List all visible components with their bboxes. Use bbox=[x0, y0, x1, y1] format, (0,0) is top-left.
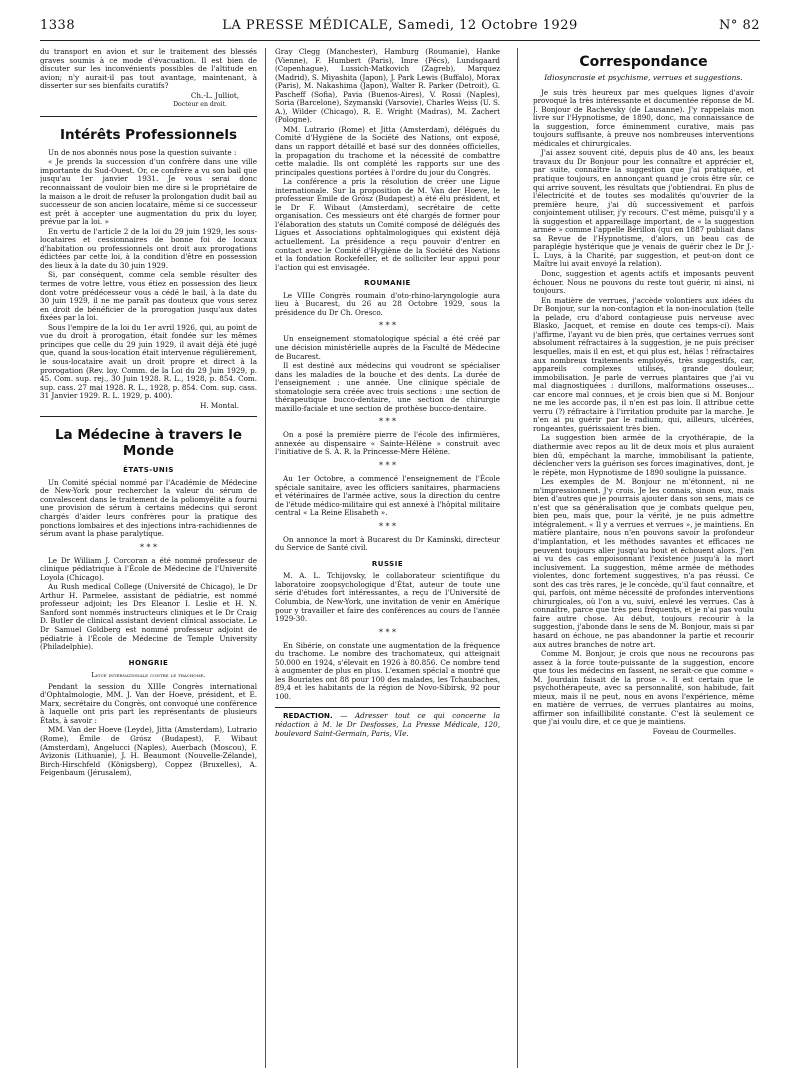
page-number: 1338 bbox=[40, 18, 76, 33]
paragraph: MM. Lutrario (Rome) et Jitta (Amsterdam), délégués du Comité d'Hygiène de la Société des Nations, ont exposé, dans un rapport détaillé et basé sur des données officielles, la propagation du trachome et la nécessité de combattre cette maladie. Ils ont complété les rapports sur une des principales questions portées à l'ordre du jour du Congrès. bbox=[275, 124, 500, 177]
paragraph: En Sibérie, on constate une augmentation de la fréquence du trachome. Le nombre des trachomateux, qui atteignait 50.000 en 1924, s'élevait en 1926 à 80.856. Ce nombre tend à augmenter de plus en plus. L'examen spécial a montré que les Bouriates ont 88 pour 100 des malades, les Tchaubaches, 89,4 et les habitants de la région de Novo-Sibirsk, 92 pour 100. bbox=[275, 640, 500, 701]
asterism: * * * bbox=[139, 542, 158, 552]
section-heading-correspondance: Correspondance bbox=[579, 54, 708, 70]
country-heading-hongrie: HONGRIE bbox=[128, 658, 169, 667]
paragraph: On a posé la première pierre de l'école des infirmières, annexée au dispensaire « Sainte-Hélène » construit avec l'initiative de S. A. R. la Princesse-Mère Hélène. bbox=[275, 430, 500, 457]
country-heading-russie: RUSSIE bbox=[371, 559, 404, 568]
paragraph: Il est destiné aux médecins qui voudront se spécialiser dans les maladies de la bouche et des dents. La durée de l'enseignement : une année. Une clinique spéciale de stomatologie sera créée avec trois sections : une section de thérapeutique bucco-dentaire, une section de chirurgie maxillo-faciale et une section de prothèse bucco-dentaire. bbox=[275, 361, 500, 413]
journal-title: LA PRESSE MÉDICALE, Samedi, 12 Octobre 1929 bbox=[222, 18, 578, 33]
paragraph: En matière de verrues, j'accède volontiers aux idées du Dr Bonjour, sur la non-contagion et la non-inoculation (telle la pelade, cru d'abord contagieuse puis nerveuse avec Blasko, Jacquet, et remise en doute ces temps-ci). Mais j'affirme, l'ayant vu de bien près, que certaines verrues sont absolument réfractaires à la suggestion, je ne puis préciser lesquelles, mais il en est, et qui plus est, hélas ! réfractaires aux nombreux traitements employés, très suggestifs, car, appareils complexes utilisés, grande douleur, immobilisation. Je parle de verrues plantaires que j'ai vu mal diagnostiquées : durillons, malformations osseuses... car encore mal connues, et je crois bien que si M. Bonjour ne me les accorde pas, il n'en est pas loin. Il attribue cette verru (?) réfractaire à l'irritation produite par la marche. Je n'en ai pu guérir par le radium, qui, ailleurs, ulcérées, rongeantes, guérissaient très bien. bbox=[533, 295, 754, 433]
column-middle bbox=[275, 48, 500, 1068]
author-title: Docteur en droit. bbox=[173, 101, 227, 109]
paragraph: Un Comité spécial nommé par l'Académie de Médecine de New-York pour rechercher la valeur du sérum de convalescent dans le traitement de la poliomyélite a fourni une provision de sérum à certains médecins qui seront chargés d'aider leurs confrères pour la pratique des ponctions lombaires et des injections intra-rachidiennes de sérum avant la phase paralytique. bbox=[40, 477, 257, 539]
paragraph: Le Dr William J. Corcoran a été nommé professeur de clinique pédiatrique à l'École de Médecine de l'Université Loyola (Chicago). bbox=[40, 555, 257, 582]
author-signature: Foveau de Courmelles. bbox=[652, 727, 736, 737]
asterism: * * * bbox=[378, 521, 397, 531]
asterism: * * * bbox=[378, 417, 397, 427]
redaction-label: REDACTION. bbox=[283, 711, 333, 721]
header-rule bbox=[40, 40, 760, 41]
country-heading-etats-unis: ÉTATS-UNIS bbox=[123, 466, 174, 475]
paragraph: On annonce la mort à Bucarest du Dr Kaminski, directeur du Service de Santé civil. bbox=[275, 534, 500, 553]
intro-paragraph: du transport en avion et sur le traitement des blessés graves soumis à ce mode d'évacuation. Il est bien de discuter sur les inconvénients possibles de l'altitude en avion; n'y aurait-il pas tout avantage, maintenant, à disserter sur ses bienfaits curatifs? bbox=[40, 48, 257, 91]
article-subtitle: Idiosyncrasie et psychisme, verrues et suggestions. bbox=[544, 72, 743, 82]
section-heading-monde: La Médecine à travers le Monde bbox=[54, 427, 243, 460]
section-heading-interets: Intérêts Professionnels bbox=[59, 126, 238, 143]
author-signature: Ch.-L. Julliot, bbox=[190, 90, 239, 100]
paragraph: « Je prends la succession d'un confrère dans une ville importante du Sud-Ouest. Or, ce confrère a vu son bail que jusqu'au 1er janvier 1931. Je vous serai donc reconnaissant de vouloir bien me dire si le propriétaire de la maison a le droit de refuser la prolongation dudit bail au successeur de son ancien locataire, même si ce successeur est prêt à accepter une augmentation du prix du loyer, prévue par la loi. » bbox=[40, 157, 257, 227]
paragraph: Les exemples de M. Bonjour ne m'étonnent, ni ne m'impressionnent. J'y crois. Je les connais, sinon eux, mais bien d'autres que je pourrais ajouter dans son sens, mais ce n'est que sa généralisation que je combats quelque peu, bien peu, mais que, pour la vérité, je ne puis admettre intégralement. « Il y a verrues et verrues », je maintiens. En matière plantaire, nous n'en pouvons savoir la profondeur d'implantation, et les méthodes savantes et efficaces ne peuvent toujours aller jusqu'au bout et échouent alors. J'en ai vu des cas empoisonnant l'existence jusqu'à la mort inclusivement. La suggestion, même armée de méthodes violentes, donc fortement suggestives, n'a pas réussi. Ce sont des cas très rares, je le concède, qu'il faut connaître, et qui, parfois, ont même nécessité de profondes interventions chirurgicales, où l'on a vu, suivi, enlevé les verrues. Cas à connaître, parce que très peu fréquents, et je n'ai pas voulu faire autre chose. Au début, toujours recourir à la suggestion, j'abonde dans le sens de M. Bonjour, mais si par hasard on échoue, ne pas abandonner la partie et recourir aux autres branches de notre art. bbox=[533, 477, 754, 649]
asterism: * * * bbox=[378, 627, 397, 637]
redaction-notice bbox=[275, 712, 500, 738]
paragraph: Le VIIIe Congrès roumain d'oto-rhino-laryngologie aura lieu à Bucarest, du 26 au 28 Octobre 1929, sous la présidence du Dr Ch. Oresco. bbox=[275, 290, 500, 317]
column-divider bbox=[265, 48, 266, 1068]
paragraph: M. A. L. Tchijovsky, le collaborateur scientifique du laboratoire zoopsychologique d'État, auteur de toute une série d'études fort intéressantes, a reçu de l'Université de Columbia, de New-York, une invitation de venir en Amérique pour y travailler et faire des conférences au cours de l'année 1929-30. bbox=[275, 571, 500, 624]
paragraph: Donc, suggestion et agents actifs et imposants peuvent échouer. Nous ne pouvons du reste tout guérir, ni ainsi, ni toujours. bbox=[533, 269, 754, 296]
paragraph: J'ai assez souvent cité, depuis plus de 40 ans, les beaux travaux du Dr Bonjour pour les connaître et apprécier et, par suite, connaître la suggestion que j'ai pratiquée, et pratique toujours, en annonçant quand je crois être sûr, ce qui arrive souvent, les résultats que j'obtiendrai. En plus de l'électricité et de toutes ses modalités qu'ouvrier de la première heure, j'ai dû successivement et parfois conjointement utiliser, j'y recours. C'est même, puisqu'il y a là suggestion et appareillage important, de « la suggestion armée » comme l'appelle Bérillon (qui en 1887 publiait dans sa Revue de l'Hypnotisme, d'alors, un beau cas de paraplégie hystérique que je venais de guérir chez le Dr J.-L. Luys, à la Charité, par suggestion, et peut-on dont ce Maître lui avait envoyé la relation). bbox=[533, 148, 754, 269]
page-header bbox=[40, 18, 760, 38]
paragraph: Gray Clegg (Manchester), Hamburg (Roumanie), Hanke (Vienne), F. Humbert (Paris), Imre (Pécs), Lundsgaard (Copenhague), Lussich-Matkovich (Zagreb), Marquez (Madrid), S. Miyashita (Japon), J. Park Lewis (Buffalo), Morax (Paris), M. Nakashima (Japon), Walter R. Parker (Detroit), G. Pascheff (Sofia), Pavia (Buenos-Aires), V. Rossi (Naples), Soria (Barcelone), Szymanski (Varsovie), Charles Weiss (U. S. A.), Wilder (Chicago), R. E. Wright (Madras), M. Zachert (Pologne). bbox=[275, 48, 500, 125]
paragraph: Comme M. Bonjour, je crois que nous ne recourons pas assez à la force toute-puissante de la suggestion, encore que tous les médecins en fassent, ne serait-ce que comme « M. Jourdain faisait de la prose ». Il est certain que le psychothérapeute, avec sa personnalité, son habitude, fait mieux, mais il ne peut, nous en avons l'expérience, même en matière de verrues, de verrues plantaires au moins, affirmer son infaillibilité constante. C'est là seulement ce que j'ai voulu dire, et ce que je maintiens. bbox=[533, 649, 754, 727]
country-heading-roumanie: ROUMANIE bbox=[364, 279, 411, 288]
paragraph: La conférence a pris la résolution de créer une Ligue internationale. Sur la proposition de M. Van der Hoeve, le professeur Émile de Grósz (Budapest) a été élu président, et le Dr F. Wibaut (Amsterdam), secrétaire de cette organisation. Ces messieurs ont été chargés de former pour l'élaboration des statuts un Comité composé de délégués des Ligues et Associations ophtalmologiques qui existent déjà actuellement. La présidence a reçu pouvoir d'entrer en contact avec le Comité d'Hygiène de la Société des Nations et la fondation Rockefeller, et de solliciter leur appui pour l'action qui est envisagée. bbox=[275, 177, 500, 272]
paragraph: Sous l'empire de la loi du 1er avril 1926, qui, au point de vue du droit à prorogation, était fondée sur les mêmes principes que celle du 29 juin 1929, il avait déjà été jugé que, quand la sous-location était intervenue régulièrement, le sous-locataire avait un droit propre et direct à la prorogation (Rev. loy. Comm. de la Loi du 29 Juin 1929, p. 45. Com. sup. rej., 30 Juin 1928. R. L., 1928, p. 854. Com. sup. cass. 27 mai 1928. R. L., 1928, p. 854. Com. sup. cass. 31 Janvier 1929. R. L. 1929, p. 400). bbox=[40, 322, 257, 401]
subheading-ligue: Ligue internationale contre le trachome. bbox=[91, 671, 206, 680]
paragraph: Un enseignement stomatologique spécial a été créé par une décision ministérielle auprès de la Faculté de Médecine de Bucarest. bbox=[275, 334, 500, 361]
paragraph: Un de nos abonnés nous pose la question suivante : bbox=[48, 147, 237, 157]
redaction-text: — Adresser tout ce qui concerne la rédaction à M. le Dr Desfosses, La Presse Médicale, 120, boulevard Saint-Germain, Paris, VIe. bbox=[275, 711, 500, 738]
paragraph: Au 1er Octobre, a commencé l'enseignement de l'École spéciale sanitaire, avec les officiers sanitaires, pharmaciens et vétérinaires de l'armée active, sous la direction du centre de l'étude médico-militaire qui est annexé à l'hôpital militaire central « La Reine Elisabeth ». bbox=[275, 473, 500, 518]
section-rule bbox=[40, 116, 257, 117]
paragraph: Au Rush medical College (Université de Chicago), le Dr Arthur H. Parmelee, assistant de pédiatrie, est nommé professeur adjoint; les Drs Eleanor I. Leslie et H. N. Sanford sont nommés instructeurs cliniques et le Dr Craig D. Butler de clinical assistant devient clinical associate. Le Dr Samuel Goldberg est nommé professeur adjoint de pédiatrie à l'École de Médecine de Temple University (Philadelphie). bbox=[40, 582, 257, 652]
column-right bbox=[533, 48, 754, 1068]
paragraph: Je suis très heureux par mes quelques lignes d'avoir provoqué la très intéressante et documentée réponse de M. J. Bonjour de Rachevsky (de Lausanne). J'y rappelais mon livre sur l'Hypnotisme, de 1890, donc, ma connaissance de la suggestion, force éminemment curative, mais pas toujours suffisante, à preuve nos nombreuses interventions médicales et chirurgicales. bbox=[533, 87, 754, 148]
asterism: * * * bbox=[378, 460, 397, 470]
column-left bbox=[40, 48, 257, 1068]
column-divider bbox=[517, 48, 518, 1068]
author-signature: H. Montal. bbox=[200, 400, 239, 410]
issue-number: N° 82 bbox=[718, 18, 760, 33]
asterism: * * * bbox=[378, 321, 397, 331]
section-rule bbox=[40, 416, 257, 417]
paragraph: En vertu de l'article 2 de la loi du 29 juin 1929, les sous-locataires et cessionnaires de bonne foi de locaux d'habitation ou professionnels ont droit aux prorogations édictées par cette loi, à la condition d'être en possession des lieux à la date du 30 juin 1929. bbox=[40, 226, 257, 270]
paragraph: La suggestion bien armée de la cryothérapie, de la diathermie avec repos au lit de deux mois et plus auraient bien dû, empêchant la marche, immobilisant la patiente, déclencher vers la guérison ses forces imaginatives, dont, je le répète, mon Hypnotisme de 1890 souligne la puissance. bbox=[533, 433, 754, 477]
paragraph: Si, par conséquent, comme cela semble résulter des termes de votre lettre, vous étiez en possession des lieux dont votre prédécesseur vous a cédé le bail, à la date du 30 juin 1929, il ne me paraît pas douteux que vous serez en droit de bénéficier de la prorogation jusqu'aux dates fixées par la loi. bbox=[40, 270, 257, 323]
paragraph: Pendant la session du XIIIe Congrès international d'Ophtalmologie, MM. J. Van der Hoeve, président, et E. Marx, secrétaire du Congrès, ont convoqué une conférence à laquelle ont pris part les représentants de plusieurs États, à savoir : bbox=[40, 681, 257, 725]
paragraph: MM. Van der Hoeve (Leyde), Jitta (Amsterdam), Lutrario (Rome), Émile de Grósz (Budapest), F. Wibaut (Amsterdam), Angelucci (Naples), Auerbach (Moscou), F. Avizonis (Lithuanie), J. H. Beaumont (Nouvelle-Zélande), Birch-Hirschfeld (Königsberg), Coppez (Bruxelles), A. Feigenbaum (Jérusalem), bbox=[40, 725, 257, 778]
section-rule bbox=[275, 707, 500, 708]
